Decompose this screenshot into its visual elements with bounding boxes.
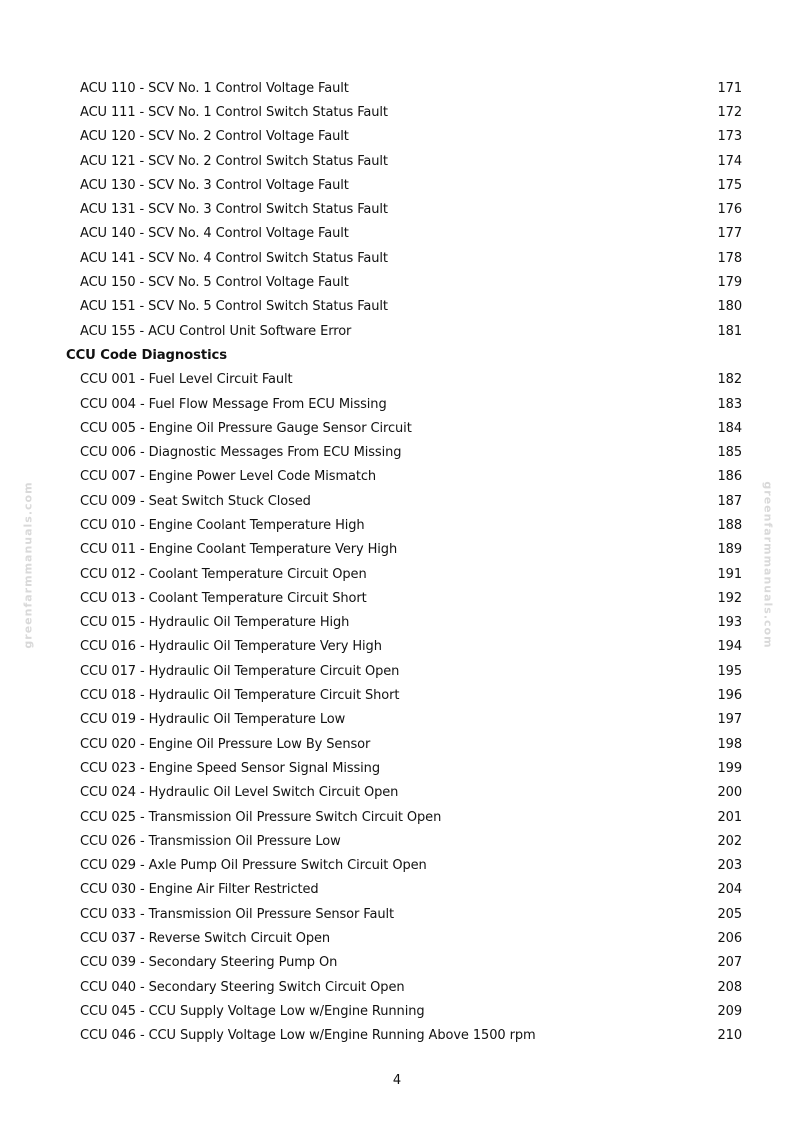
toc-entry[interactable] (66, 854, 742, 878)
toc-entry[interactable] (66, 489, 742, 513)
toc-entry-page: 203 (717, 858, 742, 874)
toc-entry[interactable] (66, 319, 742, 343)
page-number: 4 (392, 1073, 402, 1088)
toc-entry-title: CCU 018 - Hydraulic Oil Temperature Circuit Short (80, 688, 400, 704)
toc-entry[interactable] (66, 562, 742, 586)
toc-entry[interactable] (66, 440, 742, 464)
toc-entry-title: CCU 017 - Hydraulic Oil Temperature Circuit Open (80, 663, 400, 679)
toc-entry-page: 193 (717, 615, 742, 631)
toc-entry[interactable] (66, 683, 742, 707)
toc-entry-title: CCU 024 - Hydraulic Oil Level Switch Circuit Open (80, 785, 399, 801)
toc-entry-title: ACU 130 - SCV No. 3 Control Voltage Fault (80, 177, 349, 193)
toc-entry-page: 202 (717, 833, 742, 849)
toc-entry[interactable] (66, 878, 742, 902)
watermark-right: greenfarmmanuals.com (761, 481, 775, 649)
toc-entry-title: CCU 007 - Engine Power Level Code Mismatch (80, 469, 377, 485)
toc-entry-title: CCU 012 - Coolant Temperature Circuit Open (80, 566, 367, 582)
toc-entry[interactable] (66, 392, 742, 416)
watermark-left: greenfarmmanuals.com (21, 481, 35, 649)
toc-entry-page: 189 (717, 542, 742, 558)
toc-entry-page: 199 (717, 760, 742, 776)
toc-entry[interactable] (66, 635, 742, 659)
toc-entry-page: 207 (717, 955, 742, 971)
toc-entry-page: 187 (717, 493, 742, 509)
toc-entry-page: 172 (717, 104, 742, 120)
toc-entry-title: CCU 005 - Engine Oil Pressure Gauge Sensor Circuit (80, 420, 412, 436)
toc-entry-title: CCU 037 - Reverse Switch Circuit Open (80, 931, 331, 947)
toc-entry[interactable] (66, 732, 742, 756)
toc-entry-title: CCU 030 - Engine Air Filter Restricted (80, 882, 319, 898)
toc-entry-page: 206 (717, 931, 742, 947)
toc-entry[interactable] (66, 1024, 742, 1048)
toc-entry-page: 188 (717, 517, 742, 533)
toc-entry-title: ACU 121 - SCV No. 2 Control Switch Status Fault (80, 153, 388, 169)
toc-entry[interactable] (66, 951, 742, 975)
toc-entry-title: CCU 004 - Fuel Flow Message From ECU Missing (80, 396, 387, 412)
toc-entry-title: ACU 110 - SCV No. 1 Control Voltage Fault (80, 80, 349, 96)
toc-entry-title: ACU 155 - ACU Control Unit Software Error (80, 323, 352, 339)
toc-entry-page: 208 (717, 979, 742, 995)
toc-entry-title: CCU Code Diagnostics (66, 347, 227, 363)
toc-entry[interactable] (66, 149, 742, 173)
toc-entry-title: CCU 013 - Coolant Temperature Circuit Short (80, 590, 367, 606)
toc-entry[interactable] (66, 586, 742, 610)
toc-entry[interactable] (66, 416, 742, 440)
toc-entry-title: ACU 131 - SCV No. 3 Control Switch Status Fault (80, 202, 388, 218)
toc-entry-page: 209 (717, 1003, 742, 1019)
toc-entry-page: 185 (717, 445, 742, 461)
toc-entry-title: CCU 006 - Diagnostic Messages From ECU Missing (80, 445, 402, 461)
toc-entry-title: CCU 040 - Secondary Steering Switch Circuit Open (80, 979, 405, 995)
toc-entry-page: 182 (717, 372, 742, 388)
toc-entry-page: 205 (717, 906, 742, 922)
toc-entry[interactable] (66, 222, 742, 246)
toc-entry-title: CCU 009 - Seat Switch Stuck Closed (80, 493, 311, 509)
toc-entry[interactable] (66, 368, 742, 392)
toc-entry[interactable] (66, 100, 742, 124)
toc-entry-title: CCU 045 - CCU Supply Voltage Low w/Engine Running (80, 1003, 425, 1019)
toc-entry-title: CCU 026 - Transmission Oil Pressure Low (80, 833, 341, 849)
toc-entry-page: 171 (717, 80, 742, 96)
toc-entry[interactable] (66, 270, 742, 294)
toc-entry-page: 179 (717, 275, 742, 291)
toc-entry[interactable] (66, 76, 742, 100)
toc-entry-page: 210 (717, 1028, 742, 1044)
toc-entry-page: 200 (717, 785, 742, 801)
toc-entry-page: 204 (717, 882, 742, 898)
toc-entry-page: 196 (717, 688, 742, 704)
toc-entry-page: 178 (717, 250, 742, 266)
toc-entry-title: CCU 016 - Hydraulic Oil Temperature Very High (80, 639, 382, 655)
toc-entry[interactable] (66, 756, 742, 780)
toc-entry-title: CCU 033 - Transmission Oil Pressure Sensor Fault (80, 906, 395, 922)
toc-entry-page: 195 (717, 663, 742, 679)
toc-entry-title: ACU 150 - SCV No. 5 Control Voltage Fault (80, 275, 349, 291)
toc-entry-page: 174 (717, 153, 742, 169)
toc-entry-title: CCU 029 - Axle Pump Oil Pressure Switch Circuit Open (80, 858, 427, 874)
toc-entry[interactable] (66, 173, 742, 197)
toc-entry-title: ACU 140 - SCV No. 4 Control Voltage Fault (80, 226, 349, 242)
toc-entry[interactable] (66, 125, 742, 149)
toc-entry[interactable] (66, 999, 742, 1023)
toc-entry-title: CCU 011 - Engine Coolant Temperature Very High (80, 542, 398, 558)
toc-entry-title: CCU 046 - CCU Supply Voltage Low w/Engine Running Above 1500 rpm (80, 1028, 536, 1044)
toc-section-heading[interactable] (66, 343, 742, 367)
toc-entry-page: 173 (717, 129, 742, 145)
toc-entry[interactable] (66, 659, 742, 683)
toc-entry-page: 197 (717, 712, 742, 728)
toc-entry-page: 191 (717, 566, 742, 582)
toc-entry[interactable] (66, 197, 742, 221)
toc-entry-title: CCU 019 - Hydraulic Oil Temperature Low (80, 712, 346, 728)
toc-entry-title: CCU 020 - Engine Oil Pressure Low By Sensor (80, 736, 371, 752)
toc-entry-page: 186 (717, 469, 742, 485)
toc-entry-title: CCU 015 - Hydraulic Oil Temperature High (80, 615, 350, 631)
toc-entry-page: 198 (717, 736, 742, 752)
toc-entry-page: 192 (717, 590, 742, 606)
toc-entry-page: 184 (717, 420, 742, 436)
toc-entry[interactable] (66, 805, 742, 829)
toc-entry[interactable] (66, 926, 742, 950)
toc-entry-page: 181 (717, 323, 742, 339)
toc-entry[interactable] (66, 708, 742, 732)
toc-entry-title: CCU 039 - Secondary Steering Pump On (80, 955, 338, 971)
toc-entry[interactable] (66, 829, 742, 853)
toc-entry-title: ACU 111 - SCV No. 1 Control Switch Status Fault (80, 104, 388, 120)
toc-entry-page: 177 (717, 226, 742, 242)
toc-entry-page: 201 (717, 809, 742, 825)
toc-entry-title: CCU 010 - Engine Coolant Temperature High (80, 517, 365, 533)
toc-entry-title: CCU 023 - Engine Speed Sensor Signal Missing (80, 760, 380, 776)
toc-entry-title: ACU 151 - SCV No. 5 Control Switch Status Fault (80, 299, 388, 315)
toc-entry-page: 175 (717, 177, 742, 193)
toc-entry[interactable] (66, 295, 742, 319)
toc-entry[interactable] (66, 781, 742, 805)
toc-entry-page: 180 (717, 299, 742, 315)
table-of-contents (66, 76, 742, 1048)
toc-entry-page: 194 (717, 639, 742, 655)
toc-entry[interactable] (66, 538, 742, 562)
toc-entry-title: ACU 141 - SCV No. 4 Control Switch Status Fault (80, 250, 388, 266)
toc-entry-title: ACU 120 - SCV No. 2 Control Voltage Fault (80, 129, 349, 145)
toc-entry[interactable] (66, 465, 742, 489)
toc-entry[interactable] (66, 975, 742, 999)
toc-entry[interactable] (66, 246, 742, 270)
toc-entry[interactable] (66, 902, 742, 926)
toc-entry-title: CCU 025 - Transmission Oil Pressure Switch Circuit Open (80, 809, 442, 825)
toc-entry[interactable] (66, 513, 742, 537)
toc-entry[interactable] (66, 611, 742, 635)
toc-entry-page: 176 (717, 202, 742, 218)
toc-entry-title: CCU 001 - Fuel Level Circuit Fault (80, 372, 293, 388)
toc-entry-page: 183 (717, 396, 742, 412)
